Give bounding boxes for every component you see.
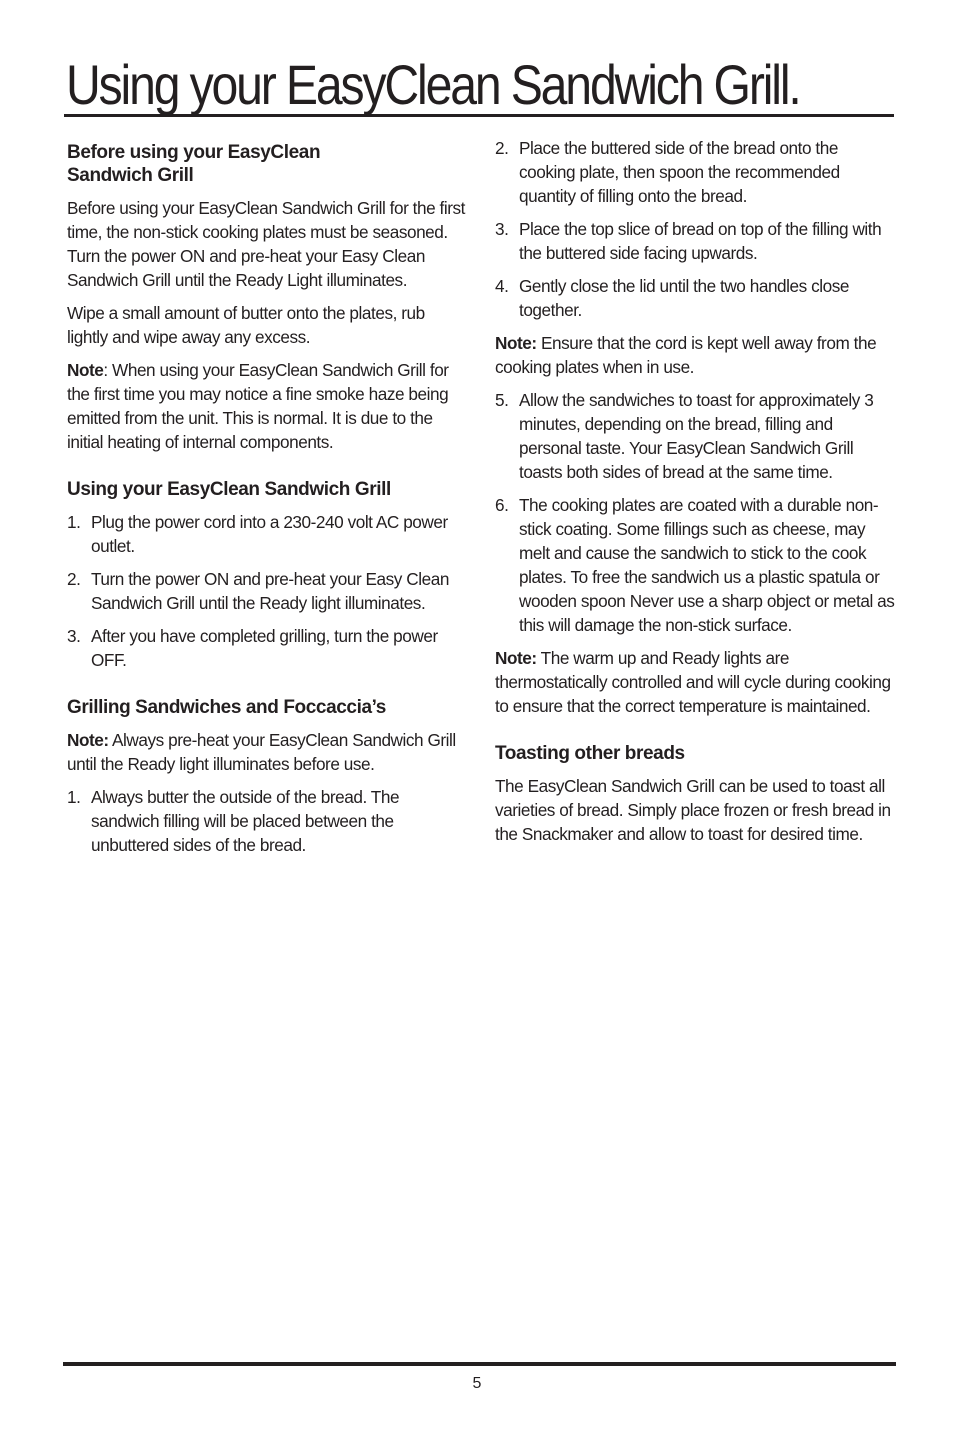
heading-line-2: Sandwich Grill <box>67 165 194 186</box>
note-text: The warm up and Ready lights are thermostatically controlled and will cycle during cooking to ensure that the correct temperature is maintained. <box>495 648 891 716</box>
note-label: Note: <box>495 333 537 353</box>
section-heading-toasting: Toasting other breads <box>495 743 685 764</box>
item-number: 1. <box>67 787 81 807</box>
list-item <box>495 493 895 637</box>
section-before-using <box>67 141 467 454</box>
list-item <box>67 567 467 615</box>
before-paragraph-1: Before using your EasyClean Sandwich Grill for the first time, the non-stick cooking plates must be seasoned. Turn the power ON and pre-heat your Easy Clean Sandwich Grill until the Ready Light illuminates. <box>67 198 465 290</box>
lights-note <box>495 646 895 718</box>
item-text: The cooking plates are coated with a durable non-stick coating. Some fillings such as cheese, may melt and cause the sandwich to stick to the cook plates. To free the sandwich us a plastic spatula or wooden spoon Never use a sharp object or metal as this will damage the non-stick surface. <box>519 495 895 635</box>
page-number: 5 <box>472 1375 482 1392</box>
grilling-note <box>67 728 467 776</box>
note-label: Note <box>67 360 104 380</box>
list-item <box>495 274 895 322</box>
list-item <box>67 785 467 857</box>
section-heading-grilling: Grilling Sandwiches and Foccaccia’s <box>67 697 386 718</box>
note-text: Always pre-heat your EasyClean Sandwich Grill until the Ready light illuminates before use. <box>67 730 456 774</box>
section-using <box>67 478 467 672</box>
list-item <box>495 217 895 265</box>
grilling-steps-list-part-3 <box>495 388 895 637</box>
section-heading-using: Using your EasyClean Sandwich Grill <box>67 479 391 500</box>
note-label: Note: <box>67 730 109 750</box>
section-grilling <box>67 696 467 857</box>
left-column <box>67 136 467 881</box>
item-number: 2. <box>495 138 509 158</box>
item-number: 2. <box>67 569 81 589</box>
right-column <box>495 136 895 870</box>
cord-note <box>495 331 895 379</box>
page-title: Using your EasyClean Sandwich Grill. <box>66 53 800 116</box>
heading-line-1: Before using your EasyClean <box>67 142 321 163</box>
note-text: Ensure that the cord is kept well away from the cooking plates when in use. <box>495 333 877 377</box>
item-number: 3. <box>67 626 81 646</box>
item-number: 4. <box>495 276 509 296</box>
list-item <box>67 624 467 672</box>
note-text: : When using your EasyClean Sandwich Grill for the first time you may notice a fine smoke haze being emitted from the unit. This is normal. It is due to the initial heating of internal components. <box>67 360 449 452</box>
item-text: Turn the power ON and pre-heat your Easy Clean Sandwich Grill until the Ready light illuminates. <box>91 569 449 613</box>
title-divider <box>64 114 894 117</box>
before-note <box>67 358 467 454</box>
note-label: Note: <box>495 648 537 668</box>
item-text: Gently close the lid until the two handles close together. <box>519 276 849 320</box>
grilling-steps-list-part-2 <box>495 136 895 322</box>
item-number: 6. <box>495 495 509 515</box>
grilling-steps-list-part-1 <box>67 785 467 857</box>
lights-note-block <box>495 646 895 718</box>
item-text: Place the top slice of bread on top of the filling with the buttered side facing upwards. <box>519 219 882 263</box>
item-text: After you have completed grilling, turn the power OFF. <box>91 626 438 670</box>
item-text: Allow the sandwiches to toast for approximately 3 minutes, depending on the bread, filling and personal taste. Your EasyClean Sandwich Grill toasts both sides of bread at the same time. <box>519 390 874 482</box>
footer-divider <box>63 1362 896 1366</box>
section-toasting <box>495 742 895 846</box>
item-number: 5. <box>495 390 509 410</box>
item-number: 1. <box>67 512 81 532</box>
section-heading-before-using <box>67 141 467 187</box>
before-paragraph-2: Wipe a small amount of butter onto the plates, rub lightly and wipe away any excess. <box>67 303 425 347</box>
item-text: Plug the power cord into a 230-240 volt AC power outlet. <box>91 512 448 556</box>
item-text: Place the buttered side of the bread onto the cooking plate, then spoon the recommended quantity of filling onto the bread. <box>519 138 840 206</box>
using-steps-list <box>67 510 467 672</box>
item-number: 3. <box>495 219 509 239</box>
toasting-paragraph: The EasyClean Sandwich Grill can be used to toast all varieties of bread. Simply place frozen or fresh bread in the Snackmaker and allow to toast for desired time. <box>495 776 891 844</box>
list-item <box>495 388 895 484</box>
item-text: Always butter the outside of the bread. The sandwich filling will be placed between the unbuttered sides of the bread. <box>91 787 400 855</box>
list-item <box>495 136 895 208</box>
list-item <box>67 510 467 558</box>
